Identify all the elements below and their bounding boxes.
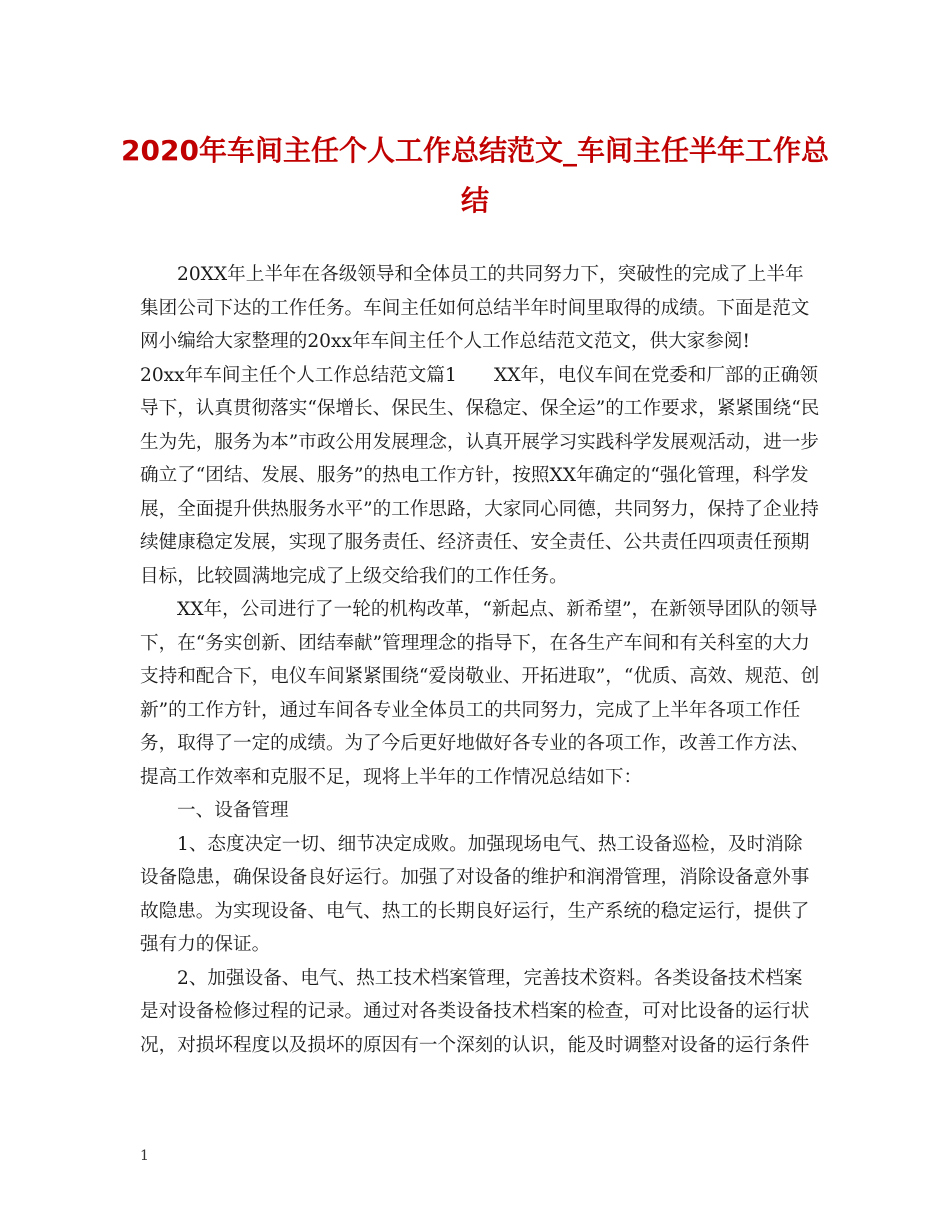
- page-number: 1: [140, 1148, 149, 1164]
- paragraph-intro: 20XX年上半年在各级领导和全体员工的共同努力下，突破性的完成了上半年集团公司下达的工作任务。车间主任如何总结半年时间里取得的成绩。下面是范文网小编给大家整理的20xx年车间主任个人工作总结范文范文，供大家参阅!: [140, 264, 810, 352]
- document-title: 2020年车间主任个人工作总结范文_车间主任半年工作总结: [121, 134, 829, 217]
- paragraph-item-2: 2、加强设备、电气、热工技术档案管理，完善技术资料。各类设备技术档案是对设备检修过程的记录。通过对各类设备技术档案的检查，可对比设备的运行状况，对损坏程度以及损坏的原因有一个深刻的认识，能及时调整对设备的运行条件: [140, 967, 810, 1056]
- section-heading-equipment: 一、设备管理: [177, 800, 289, 821]
- document-body: [140, 258, 820, 1062]
- paragraph-item-1: 1、态度决定一切、细节决定成败。加强现场电气、热工设备巡检，及时消除设备隐患，确保设备良好运行。加强了对设备的维护和润滑管理，消除设备意外事故隐患。为实现设备、电气、热工的长期良好运行，生产系统的稳定运行，提供了强有力的保证。: [140, 833, 810, 955]
- paragraph-article-1: 20xx年车间主任个人工作总结范文篇1 XX年，电仪车间在党委和厂部的正确领导下，认真贯彻落实“保增长、保民生、保稳定、保全运”的工作要求，紧紧围绕“民生为先，服务为本”市政公用发展理念，认真开展学习实践科学发展观活动，进一步确立了“团结、发展、服务”的热电工作方针，按照XX年确定的“强化管理，科学发展，全面提升供热服务水平”的工作思路，大家同心同德，共同努力，保持了企业持续健康稳定发展，实现了服务责任、经济责任、安全责任、公共责任四项责任预期目标，比较圆满地完成了上级交给我们的工作任务。: [140, 364, 820, 587]
- paragraph-reform: XX年，公司进行了一轮的机构改革，“新起点、新希望”，在新领导团队的领导下，在“务实创新、团结奉献”管理理念的指导下，在各生产车间和有关科室的大力支持和配合下，电仪车间紧紧围绕“爱岗敬业、开拓进取”，“优质、高效、规范、创新”的工作方针，通过车间各专业全体员工的共同努力，完成了上半年各项工作任务，取得了一定的成绩。为了今后更好地做好各专业的各项工作，改善工作方法、提高工作效率和克服不足，现将上半年的工作情况总结如下：: [140, 599, 820, 788]
